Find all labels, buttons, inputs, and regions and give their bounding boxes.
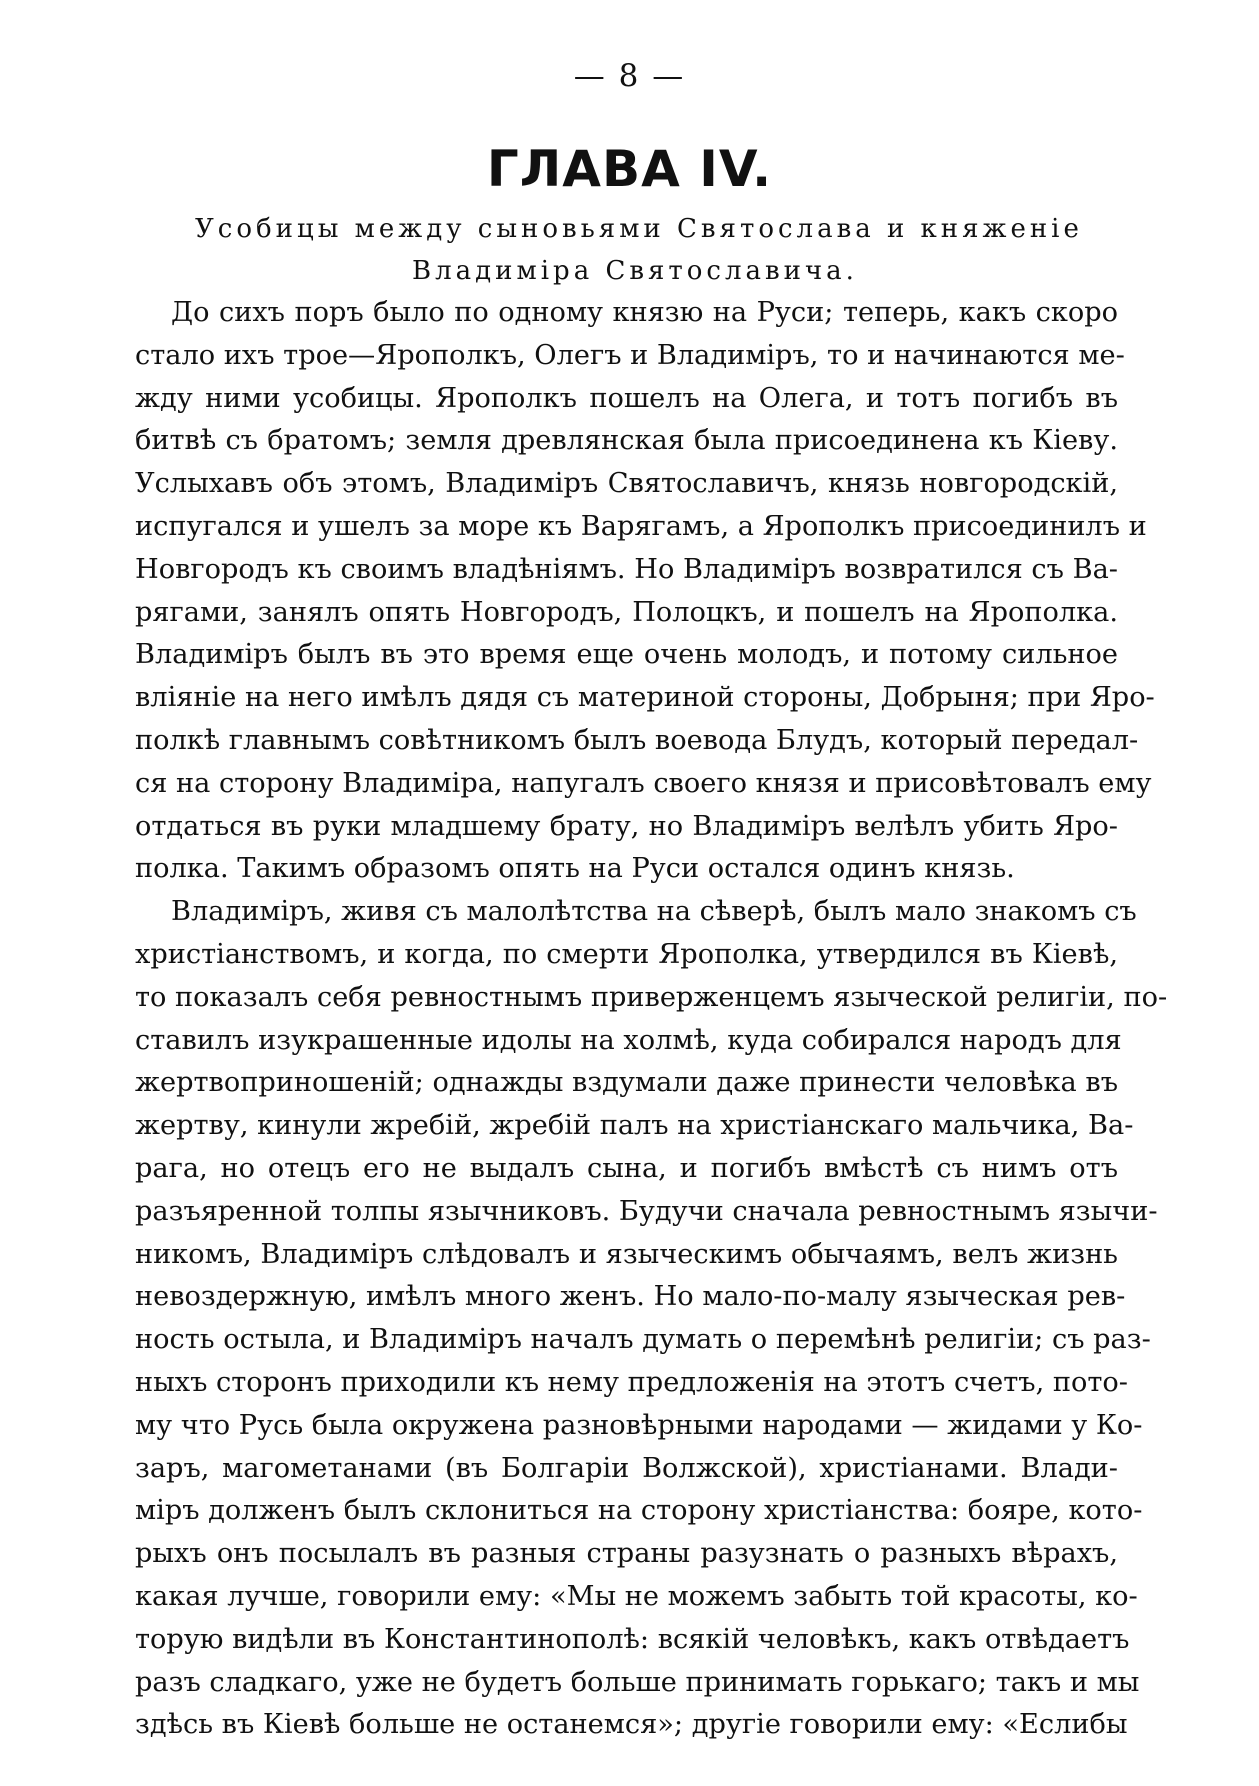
subtitle-line: Усобицы между сыновьями Святослава и княженіе [195,214,1083,244]
text-line: испугался и ушелъ за море къ Варягамъ, а Ярополкъ присоединилъ и [135,510,1147,542]
text-line: невоздержную, имѣлъ много женъ. Но мало-по-малу языческая рев- [135,1281,1126,1313]
text-line: никомъ, Владиміръ слѣдовалъ и языческимъ обычаямъ, велъ жизнь [135,1238,1118,1270]
text-line: битвѣ съ братомъ; земля древлянская была присоединена къ Кіеву. [135,425,1118,457]
text-line: торую видѣли въ Константинополѣ: всякій человѣкъ, какъ отвѣдаетъ [135,1623,1130,1655]
text-line: рага, но отецъ его не выдалъ сына, и погибъ вмѣстѣ съ нимъ отъ [135,1152,1118,1184]
text-line: Владиміръ, живя съ малолѣтства на сѣверѣ, былъ мало знакомъ съ [171,896,1137,928]
chapter-subtitle [195,208,1083,292]
paragraph-2 [135,891,1168,1747]
text-line: заръ, магометанами (въ Болгаріи Волжской), христіанами. Влади- [135,1452,1118,1484]
text-line: полка. Такимъ образомъ опять на Руси остался одинъ князь. [135,853,1015,885]
text-line: му что Русь была окружена разновѣрными народами — жидами у Ко- [135,1409,1143,1441]
paragraph-1 [135,292,1155,891]
subtitle-line: Владиміра Святославича. [412,256,858,286]
text-line: ставилъ изукрашенные идолы на холмѣ, куда собирался народъ для [135,1024,1122,1056]
text-line: жду ними усобицы. Ярополкъ пошелъ на Олега, и тотъ погибъ въ [135,382,1118,414]
text-line: отдаться въ руки младшему брату, но Владиміръ велѣлъ убить Яро- [135,810,1118,842]
text-line: міръ долженъ былъ склониться на сторону христіанства: бояре, кото- [135,1495,1143,1527]
text-line: полкѣ главнымъ совѣтникомъ былъ воевода Блудъ, который передал- [135,724,1139,756]
text-line: стало ихъ трое—Ярополкъ, Олегъ и Владиміръ, то и начинаются ме- [135,339,1125,371]
text-line: рыхъ онъ посылалъ въ разныя страны разузнать о разныхъ вѣрахъ, [135,1538,1118,1570]
text-line: вліяніе на него имѣлъ дядя съ материной стороны, Добрыня; при Яро- [135,682,1155,714]
text-line: ныхъ сторонъ приходили къ нему предложенія на этотъ счетъ, пото- [135,1366,1128,1398]
text-line: разъ сладкаго, уже не будетъ больше принимать горькаго; такъ и мы [135,1666,1140,1698]
text-line: жертвоприношеній; однажды вздумали даже принести человѣка въ [135,1067,1118,1099]
chapter-title: ГЛАВА IV. [486,140,773,198]
text-line: ся на сторону Владиміра, напугалъ своего князя и присовѣтовалъ ему [135,767,1152,799]
text-line: Услыхавъ объ этомъ, Владиміръ Святославичъ, князь новгородскій, [135,468,1118,500]
body-text [135,292,1168,1747]
text-line: какая лучше, говорили ему: «Мы не можемъ забыть той красоты, ко- [135,1580,1138,1612]
text-line: то показалъ себя ревностнымъ приверженцемъ языческой религіи, по- [135,981,1168,1013]
text-line: здѣсь въ Кіевѣ больше не останемся»; другіе говорили ему: «Еслибы [135,1709,1128,1741]
text-line: До сихъ поръ было по одному князю на Руси; теперь, какъ скоро [171,297,1118,328]
text-line: христіанствомъ, и когда, по смерти Ярополка, утвердился въ Кіевѣ, [135,938,1118,970]
text-line: жертву, кинули жребій, жребій палъ на христіанскаго мальчика, Ва- [135,1110,1134,1142]
text-line: разъяренной толпы язычниковъ. Будучи сначала ревностнымъ язычи- [135,1195,1158,1227]
text-line: рягами, занялъ опять Новгородъ, Полоцкъ, и пошелъ на Ярополка. [135,596,1118,628]
text-line: Новгородъ къ своимъ владѣніямъ. Но Владиміръ возвратился съ Ва- [135,553,1118,585]
page-number: — 8 — [573,58,686,94]
text-line: ность остыла, и Владиміръ началъ думать о перемѣнѣ религіи; съ раз- [135,1324,1151,1356]
text-line: Владиміръ былъ въ это время еще очень молодъ, и потому сильное [135,639,1118,671]
